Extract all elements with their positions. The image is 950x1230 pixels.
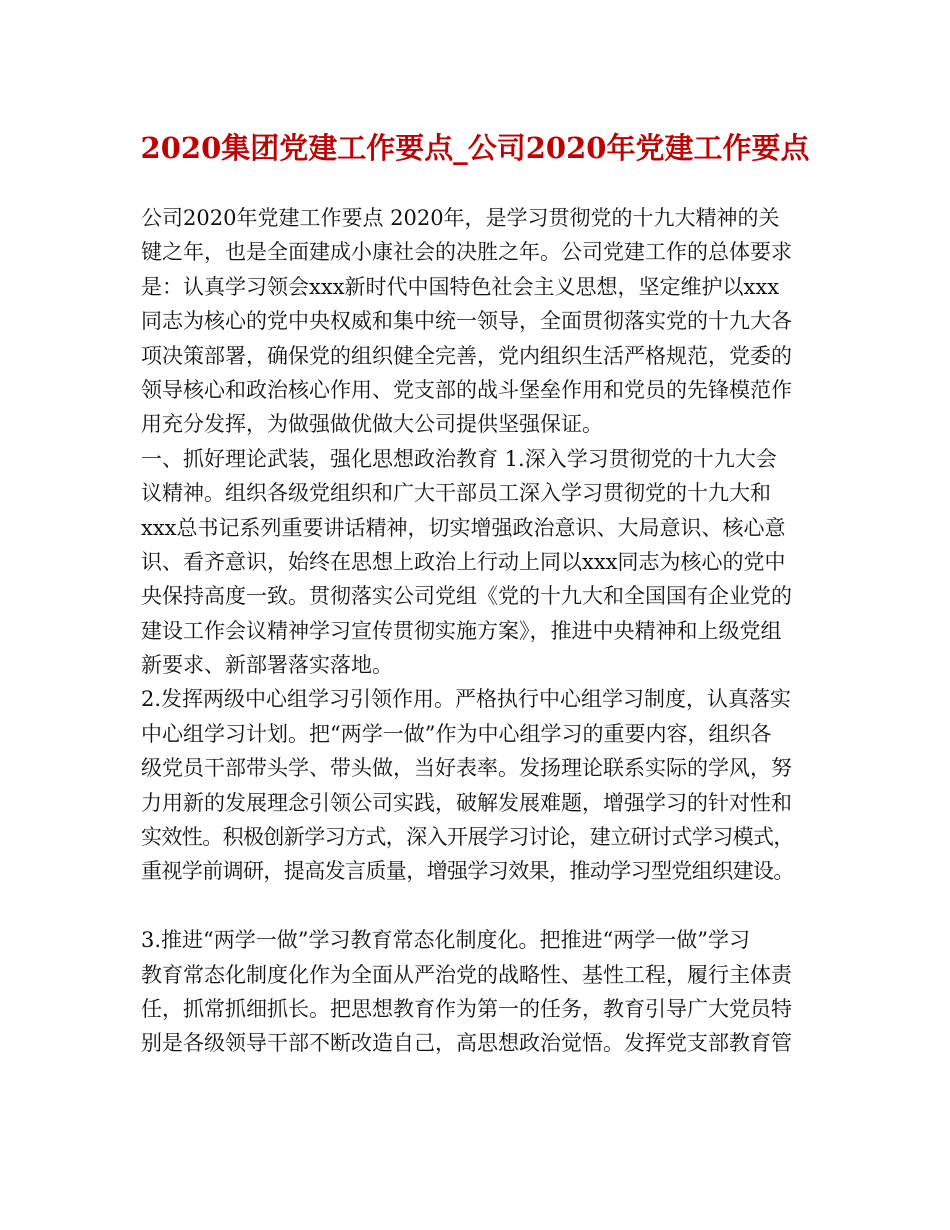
text-line: 2.发挥两级中心组学习引领作用。严格执行中心组学习制度，认真落实	[141, 687, 792, 712]
text-line: 领导核心和政治核心作用、党支部的战斗堡垒作用和党员的先锋模范作	[141, 377, 792, 402]
text-line: 力用新的发展理念引领公司实践，破解发展难题，增强学习的针对性和	[141, 790, 792, 815]
text-line: 重视学前调研，提高发言质量，增强学习效果，推动学习型党组织建设。	[141, 859, 794, 884]
text-line: 同志为核心的党中央权威和集中统一领导，全面贯彻落实党的十九大各	[141, 309, 792, 334]
text-line: 央保持高度一致。贯彻落实公司党组《党的十九大和全国国有企业党的	[141, 584, 792, 609]
text-line: 中心组学习计划。把“两学一做”作为中心组学习的重要内容，组织各	[141, 721, 772, 746]
document-body	[141, 201, 821, 1061]
text-line: 任，抓常抓细抓长。把思想教育作为第一的任务，教育引导广大党员特	[141, 996, 792, 1021]
text-line: xxx总书记系列重要讲话精神，切实增强政治意识、大局意识、核心意	[141, 515, 786, 540]
text-line: 级党员干部带头学、带头做，当好表率。发扬理论联系实际的学风，努	[141, 756, 792, 781]
text-line: 用充分发挥，为做强做优做大公司提供坚强保证。	[141, 412, 603, 437]
text-line: 教育常态化制度化作为全面从严治党的战略性、基性工程，履行主体责	[141, 962, 792, 987]
text-line: 项决策部署，确保党的组织健全完善，党内组织生活严格规范，党委的	[141, 343, 792, 368]
text-line: 识、看齐意识，始终在思想上政治上行动上同以xxx同志为核心的党中	[141, 549, 786, 574]
document-title: 2020集团党建工作要点_公司2020年党建工作要点	[140, 131, 810, 165]
text-line: 公司2020年党建工作要点 2020年，是学习贯彻党的十九大精神的关	[141, 206, 780, 230]
text-line: 一、抓好理论武装，强化思想政治教育 1.深入学习贯彻党的十九大会	[141, 446, 777, 471]
text-line: 3.推进“两学一做”学习教育常态化制度化。把推进“两学一做”学习	[141, 928, 750, 953]
text-line: 键之年，也是全面建成小康社会的决胜之年。公司党建工作的总体要求	[141, 240, 792, 265]
text-line: 实效性。积极创新学习方式，深入开展学习讨论，建立研讨式学习模式，	[141, 825, 794, 850]
paragraph-gap	[141, 889, 821, 923]
text-line: 别是各级领导干部不断改造自己，高思想政治觉悟。发挥党支部教育管	[141, 1031, 792, 1056]
text-line: 是：认真学习领会xxx新时代中国特色社会主义思想，坚定维护以xxx	[141, 274, 780, 299]
text-line: 议精神。组织各级党组织和广大干部员工深入学习贯彻党的十九大和	[141, 481, 771, 506]
text-line: 建设工作会议精神学习宣传贯彻实施方案》，推进中央精神和上级党组	[141, 618, 782, 643]
text-line: 新要求、新部署落实落地。	[141, 653, 393, 678]
